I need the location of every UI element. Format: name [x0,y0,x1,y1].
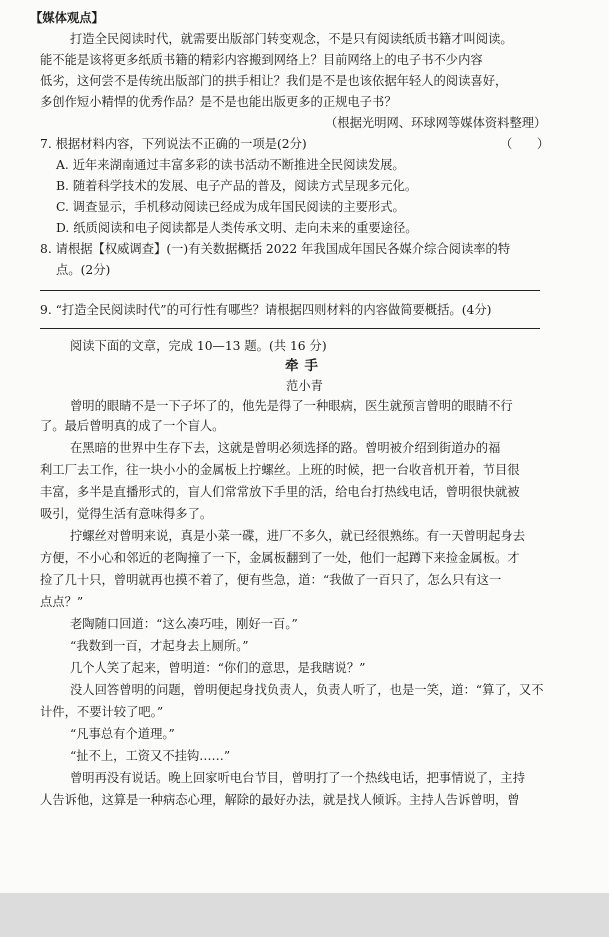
q9-answer-line [40,328,540,329]
viewer-bottom-bar [0,893,609,937]
media-heading: 【媒体观点】 [30,10,104,25]
media-source: （根据光明网、环球网等媒体资料整理） [325,116,547,130]
media-line-3: 低劣，这何尝不是传统出版部门的拱手相让？我们是不是也该依据年轻人的阅读喜好， [40,74,508,88]
q9-line-1: 9. “打造全民阅读时代”的可行性有哪些？请根据四则材料的内容做简要概括。(4分) [40,303,492,317]
passage-line: 了。最后曾明真的成了一个盲人。 [40,419,225,433]
passage-line: 曾明再没有说话。晚上回家听电台节目，曾明打了一个热线电话，把事情说了，主持 [70,771,525,785]
passage-line: 利工厂去工作，往一块小小的金属板上拧螺丝。上班的时候，把一台收音机开着，节目很 [40,463,520,477]
q8-line-1: 8. 请根据【权威调查】(一)有关数据概括 2022 年我国成年国民各媒介综合阅读率的特 [40,242,511,256]
passage-line: “凡事总有个道理。” [70,727,175,741]
passage-line: 几个人笑了起来，曾明道：“你们的意思，是我瞎说？” [70,661,366,675]
passage-line: 吸引，觉得生活有意味得多了。 [40,507,213,521]
passage-line: 曾明的眼睛不是一下子坏了的，他先是得了一种眼病，医生就预言曾明的眼睛不行 [70,399,513,413]
passage-line: 捡了几十只，曾明就再也摸不着了，便有些急，道：“我做了一百只了，怎么只有这一 [40,573,502,587]
media-line-4: 多创作短小精悍的优秀作品？是不是也能出版更多的正规电子书？ [40,95,397,109]
passage-line: 点点？” [40,595,84,609]
passage-line: 丰富，多半是直播形式的，盲人们常常放下手里的活，给电台打热线电话，曾明很快就被 [40,485,520,499]
q7-option-d: D. 纸质阅读和电子阅读都是人类传承文明、走向未来的重要途径。 [56,221,418,235]
q7-stem: 7. 根据材料内容，下列说法不正确的一项是(2分) [40,137,307,151]
passage-line: “扯不上，工资又不挂钩……” [70,749,231,763]
passage-line: 在黑暗的世界中生存下去，这就是曾明必须选择的路。曾明被介绍到街道办的福 [70,441,501,455]
q7-option-c: C. 调查显示，手机移动阅读已经成为成年国民阅读的主要形式。 [56,200,405,214]
q8-answer-line [40,290,540,291]
passage-line: 没人回答曾明的问题，曾明便起身找负责人，负责人听了，也是一笑，道：“算了，又不 [70,683,544,697]
passage-line: 人告诉他，这算是一种病态心理，解除的最好办法，就是找人倾诉。主持人告诉曾明，曾 [40,793,520,807]
q8-line-2: 点。(2分) [56,263,111,277]
q7-option-b: B. 随着科学技术的发展、电子产品的普及，阅读方式呈现多元化。 [56,179,418,193]
passage-line: 方便，不小心和邻近的老陶撞了一下，金属板翻到了一处，他们一起蹲下来捡金属板。才 [40,551,520,565]
passage-line: 拧螺丝对曾明来说，真是小菜一碟，进厂不多久，就已经很熟练。有一天曾明起身去 [70,529,525,543]
q7-answer-bracket: （ ） [500,137,550,151]
q7-option-a: A. 近年来湖南通过丰富多彩的读书活动不断推进全民阅读发展。 [56,158,405,172]
media-line-2: 能不能是该将更多纸质书籍的精彩内容搬到网络上？目前网络上的电子书不少内容 [40,53,483,67]
passage-line: 计件，不要计较了吧。” [40,705,164,719]
passage-line: “我数到一百，才起身去上厕所。” [70,639,249,653]
passage-title: 牵手 [285,358,324,374]
reading-instruction: 阅读下面的文章，完成 10—13 题。(共 16 分) [70,339,327,353]
passage-author: 范小青 [286,379,323,393]
media-line-1: 打造全民阅读时代，就需要出版部门转变观念，不是只有阅读纸质书籍才叫阅读。 [70,32,513,46]
passage-line: 老陶随口回道：“这么凑巧哇，刚好一百。” [70,617,298,631]
